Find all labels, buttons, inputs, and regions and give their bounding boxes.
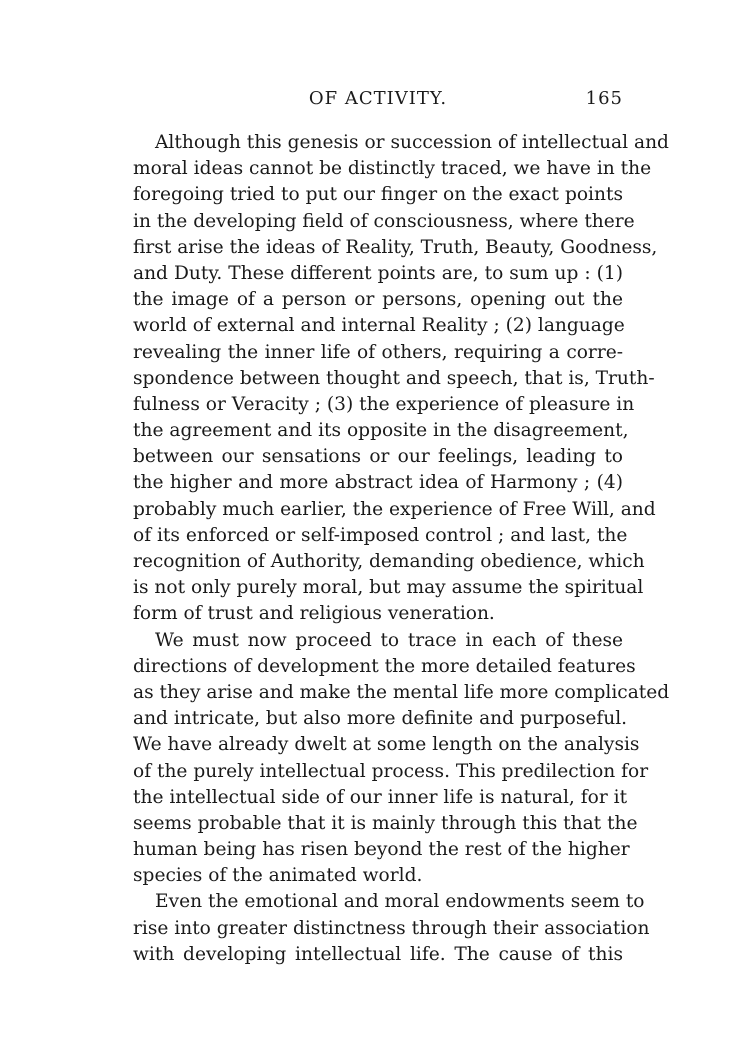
text-line: form of trust and religious veneration. <box>133 603 495 625</box>
text-line: between our sensations or our feelings, leading to <box>133 446 623 468</box>
text-line: directions of development the more detailed features <box>133 655 636 677</box>
body-text <box>133 130 670 968</box>
text-line: moral ideas cannot be distinctly traced, we have in the <box>133 158 652 180</box>
text-line: We have already dwelt at some length on the analysis <box>133 734 640 756</box>
text-line: recognition of Authority, demanding obedience, which <box>133 551 645 572</box>
text-line: in the developing field of consciousness, where there <box>133 210 635 232</box>
text-line: spondence between thought and speech, that is, Truth- <box>133 367 655 389</box>
text-line: probably much earlier, the experience of Free Will, and <box>133 498 656 520</box>
text-line: the intellectual side of our inner life is natural, for it <box>133 786 628 808</box>
text-line: seems probable that it is mainly through this that the <box>133 812 638 834</box>
text-line: first arise the ideas of Reality, Truth, Beauty, Goodness, <box>133 236 658 258</box>
text-line: Even the emotional and moral endowments seem to <box>155 891 645 913</box>
text-line: foregoing tried to put our finger on the exact points <box>133 184 623 206</box>
text-line: human being has risen beyond the rest of the higher <box>133 839 630 861</box>
text-line: is not only purely moral, but may assume the spiritual <box>133 577 644 599</box>
text-line: the higher and more abstract idea of Harmony ; (4) <box>133 472 623 494</box>
page-number: 165 <box>585 88 623 109</box>
text-line: and Duty. These different points are, to sum up : (1) <box>133 262 623 284</box>
text-line: species of the animated world. <box>133 865 423 887</box>
text-line: revealing the inner life of others, requiring a corre- <box>133 341 623 363</box>
text-line: the agreement and its opposite in the disagreement, <box>133 420 629 442</box>
running-head <box>133 88 623 118</box>
text-line: of the purely intellectual process. This predilection for <box>133 760 649 782</box>
text-line: and intricate, but also more definite and purposeful. <box>133 708 628 730</box>
text-line: of its enforced or self-imposed control ; and last, the <box>133 524 628 546</box>
text-line: as they arise and make the mental life more complicated <box>133 681 670 703</box>
text-line: We must now proceed to trace in each of these <box>155 629 623 651</box>
text-line: the image of a person or persons, opening out the <box>133 289 623 311</box>
text-line: Although this genesis or succession of intellectual and <box>155 132 669 153</box>
text-line: fulness or Veracity ; (3) the experience of pleasure in <box>133 393 635 415</box>
running-title: OF ACTIVITY. <box>308 88 448 109</box>
text-line: world of external and internal Reality ; (2) language <box>133 315 625 337</box>
text-line: with developing intellectual life. The cause of this <box>133 943 623 965</box>
text-line: rise into greater distinctness through their association <box>133 917 650 939</box>
